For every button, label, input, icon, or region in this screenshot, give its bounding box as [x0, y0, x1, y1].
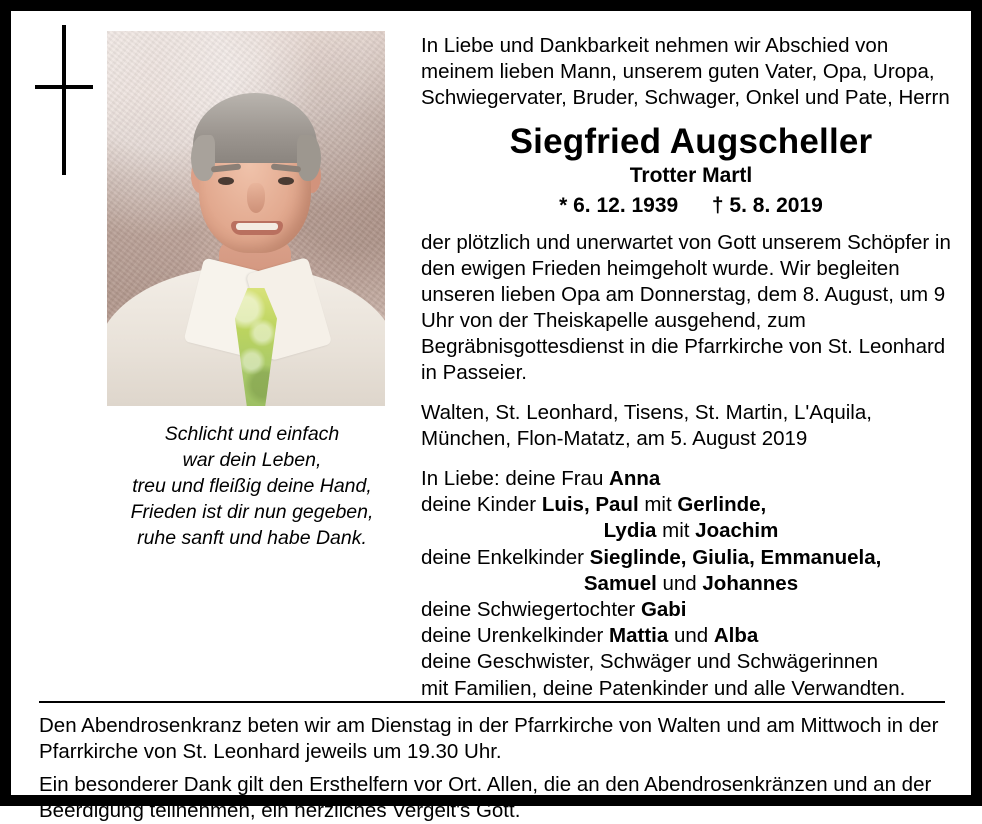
child-partner-joachim: Joachim — [695, 519, 779, 543]
grandchild-name-samuel: Samuel — [583, 571, 657, 595]
verse-line-4: Frieden ist dir nun gegeben, — [130, 500, 374, 523]
cross-icon — [29, 25, 95, 175]
memorial-verse — [107, 422, 397, 552]
family-children-line-2 — [421, 518, 961, 544]
left-column — [107, 31, 397, 552]
children-mid: mit — [638, 493, 678, 517]
cross-vertical-bar — [62, 25, 66, 175]
eye-right-shape — [278, 177, 294, 185]
rosary-info: Den Abendrosenkranz beten wir am Dienstag in der Pfarrkirche von Walten und am Mittwoch in der Pfarrkirche von St. Leonhard jeweils um 19.30 Uhr. — [39, 714, 939, 764]
family-grandchildren-line-2 — [421, 571, 961, 597]
child-name-lydia: Lydia — [603, 519, 657, 543]
hair-left-shape — [191, 135, 215, 181]
funeral-details-paragraph: der plötzlich und unerwartet von Gott unserem Schöpfer in den ewigen Frieden heimgeholt wurde. Wir begleiten unseren lieben Opa am Donnerstag, dem 8. August, um 9 Uhr von der Theiskapelle ausgehend, zum Begräbnisgottesdienst in die Pfarrkirche von St. Leonhard in Passeier. — [421, 230, 951, 384]
obituary-inner — [11, 11, 971, 823]
great-grandchildren-prefix: deine Urenkelkinder — [421, 624, 610, 648]
great-grandchildren-and: und — [668, 624, 714, 648]
verse-line-5: ruhe sanft und habe Dank. — [137, 526, 367, 549]
grandchild-name-johannes: Johannes — [702, 571, 799, 595]
daughter-in-law-name: Gabi — [640, 598, 687, 622]
teeth-shape — [236, 223, 278, 230]
family-great-grandchildren-line — [421, 623, 961, 649]
cross-horizontal-bar — [35, 85, 93, 89]
grandchildren-and: und — [656, 571, 703, 595]
deceased-name: Siegfried Augscheller — [509, 122, 873, 162]
verse-line-3: treu und fleißig deine Hand, — [132, 474, 372, 497]
places-and-date: Walten, St. Leonhard, Tisens, St. Martin, L'Aquila, München, Flon-Matatz, am 5. August 2019 — [421, 400, 872, 450]
birth-date: * 6. 12. 1939 — [559, 193, 679, 217]
intro-paragraph: In Liebe und Dankbarkeit nehmen wir Abschied von meinem lieben Mann, unserem guten Vater, Opa, Uropa, Schwiegervater, Bruder, Schwager, Onkel und Pate, Herrn — [421, 34, 950, 110]
deceased-nickname: Trotter Martl — [629, 163, 753, 187]
verse-line-1: Schlicht und einfach — [164, 423, 340, 445]
great-grandchild-name-mattia: Mattia — [609, 624, 669, 648]
great-grandchild-name-alba: Alba — [713, 624, 759, 648]
wife-prefix: In Liebe: deine Frau — [421, 466, 610, 490]
grandchildren-prefix: deine Enkelkinder — [421, 545, 590, 569]
family-wife-line — [421, 466, 961, 492]
death-date: † 5. 8. 2019 — [711, 193, 823, 217]
verse-line-2: war dein Leben, — [182, 448, 322, 471]
right-column — [421, 33, 961, 702]
portrait-photo — [107, 31, 385, 406]
family-siblings-line-1: deine Geschwister, Schwäger und Schwägerinnen — [421, 650, 878, 674]
daughter-in-law-prefix: deine Schwiegertochter — [421, 598, 641, 622]
nose-shape — [247, 183, 265, 213]
wife-name: Anna — [609, 466, 661, 490]
grandchildren-names-1: Sieglinde, Giulia, Emmanuela, — [589, 545, 882, 569]
eye-left-shape — [218, 177, 234, 185]
family-daughter-in-law-line — [421, 597, 961, 623]
life-dates — [421, 194, 961, 218]
thanks-info: Ein besonderer Dank gilt den Ersthelfern vor Ort. Allen, die an den Abendrosenkränzen und an der Beerdigung teilnehmen, ein herzliches Vergelt's Gott. — [39, 773, 932, 823]
children-line2-mid: mit — [656, 519, 696, 543]
family-children-line — [421, 492, 961, 518]
children-names-2: Gerlinde, — [677, 493, 767, 517]
family-list — [421, 466, 961, 702]
family-siblings-line-2: mit Familien, deine Patenkinder und alle Verwandten. — [421, 676, 906, 700]
family-grandchildren-line — [421, 545, 961, 571]
children-names-1: Luis, Paul — [541, 493, 639, 517]
children-prefix: deine Kinder — [421, 493, 542, 517]
hair-right-shape — [297, 135, 321, 181]
